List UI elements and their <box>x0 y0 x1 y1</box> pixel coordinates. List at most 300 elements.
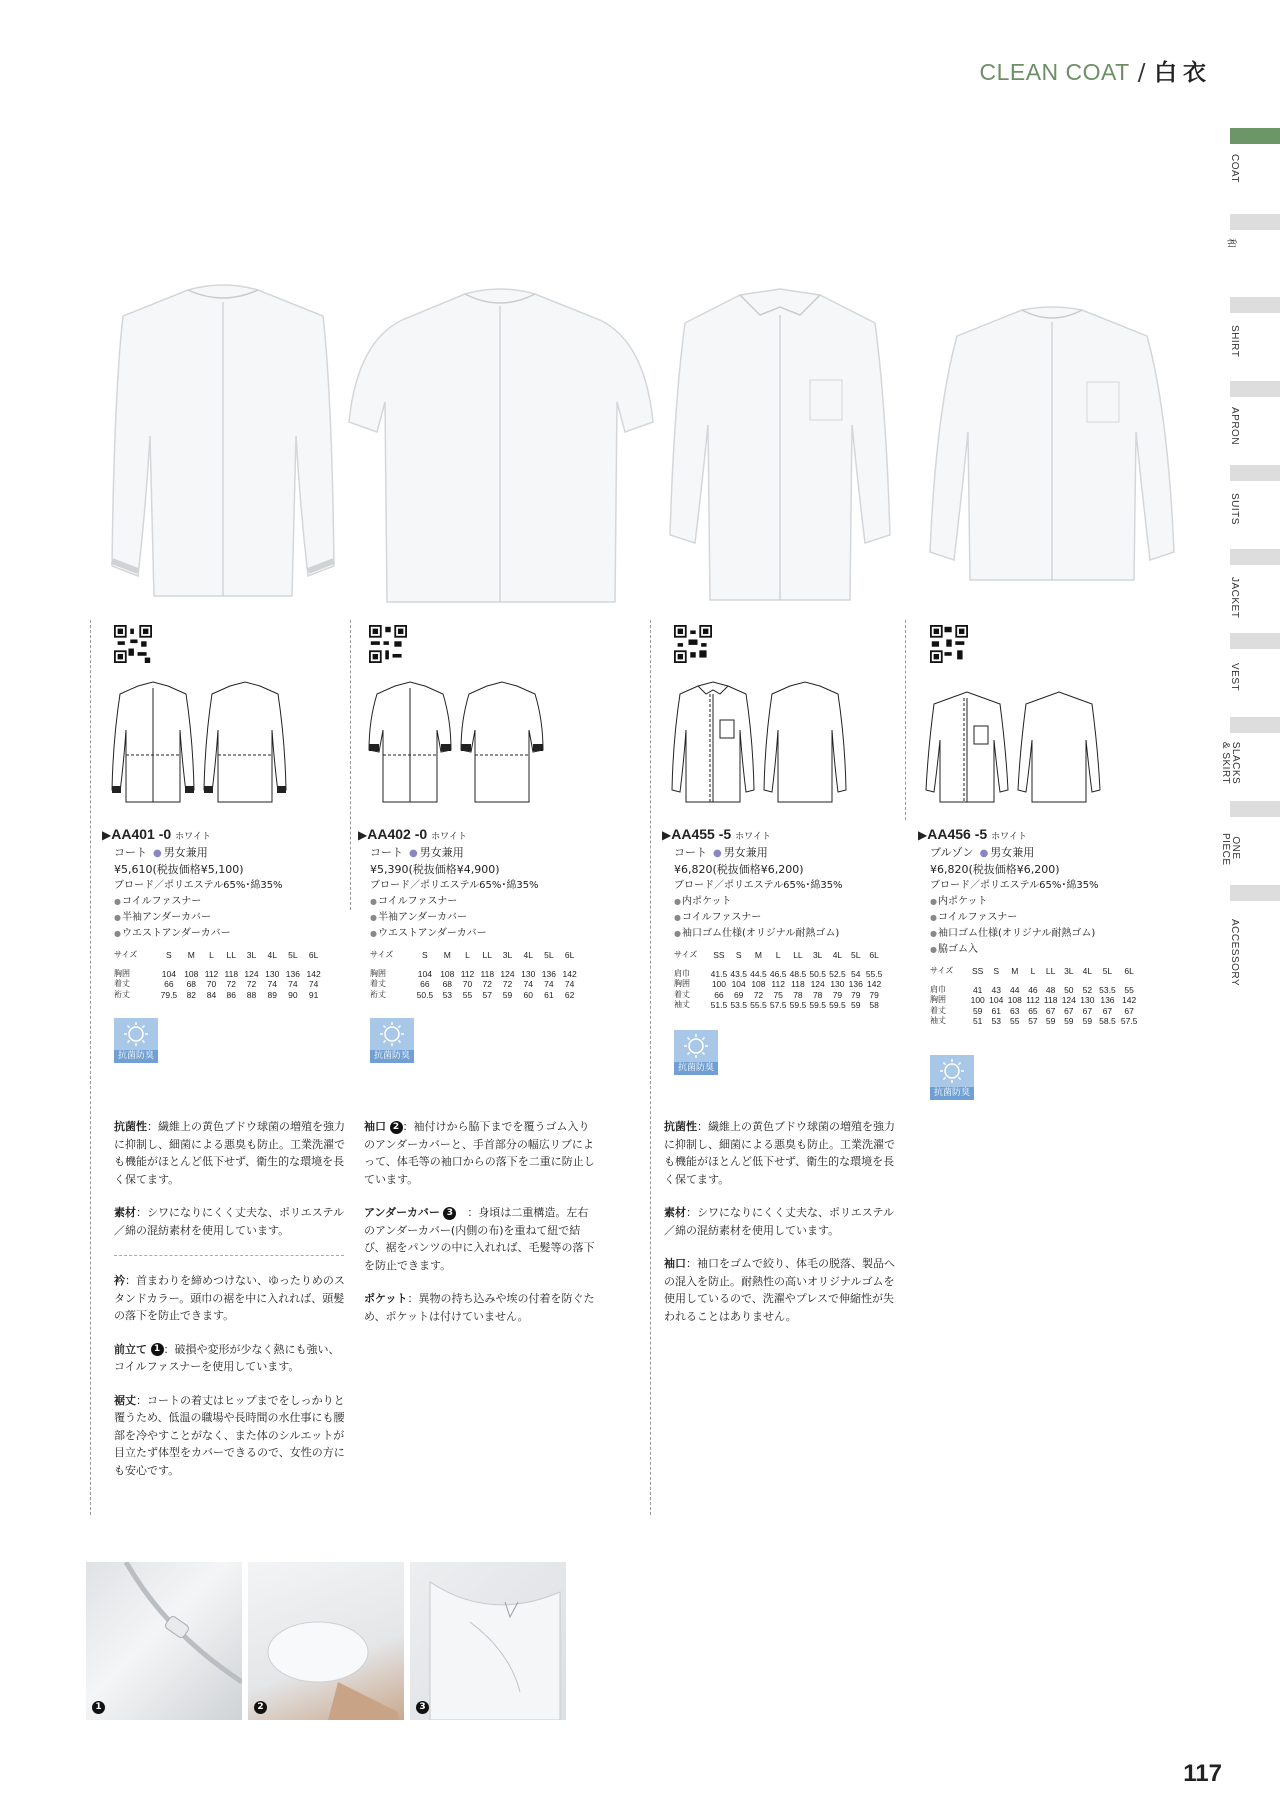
sun-icon <box>379 1021 405 1047</box>
size-cell: SS <box>713 950 725 960</box>
size-value: 104 <box>731 979 746 989</box>
description-term: 素材 <box>114 1206 136 1219</box>
description-term: 袖口 <box>664 1257 686 1270</box>
size-value: 84 <box>206 989 217 1000</box>
size-value: 142 <box>562 968 577 979</box>
technical-drawing-aa401 <box>108 680 298 805</box>
product-color: ホワイト <box>991 832 1027 842</box>
product-feature: ● 袖口ゴム仕様(オリジナル耐熱ゴム) <box>662 926 884 942</box>
product-photo-aa401 <box>108 276 338 606</box>
size-cell: SS <box>972 966 984 976</box>
detail-photo-undercover <box>410 1562 566 1720</box>
description-text: ：首まわりを締めつけない、ゆったりめのスタンドカラー。頭巾の裾を中に入れれば、頭髪の落下を防止できます。 <box>114 1274 345 1322</box>
size-value: 66 <box>164 979 174 989</box>
description-item <box>664 1204 896 1239</box>
product-type: コート <box>674 846 707 859</box>
size-value: 48.5 <box>789 968 807 979</box>
size-value: 67 <box>1082 1005 1093 1016</box>
size-table <box>370 950 580 1000</box>
size-cell: 3L <box>812 950 823 960</box>
column-divider <box>350 620 351 910</box>
size-value: 60 <box>523 989 533 1000</box>
page-title <box>979 54 1212 87</box>
product-gender: ● 男女兼用 <box>147 846 208 859</box>
size-value: 61 <box>544 989 554 1000</box>
size-cell: 5L <box>1102 966 1113 976</box>
description-item <box>114 1272 346 1325</box>
size-value: 130 <box>1080 995 1095 1005</box>
badge-label: 抗菌防臭 <box>114 1050 158 1063</box>
size-value: 59 <box>502 989 513 1000</box>
size-header-label: サイズ <box>114 950 138 959</box>
size-value: 72 <box>753 989 764 1000</box>
size-table <box>114 950 324 1000</box>
size-value: 67 <box>1124 1005 1134 1016</box>
product-feature: ● 袖口ゴム仕様(オリジナル耐熱ゴム) <box>918 926 1140 942</box>
size-value: 130 <box>265 968 280 979</box>
product-material: ブロード／ポリエステル65%･綿35% <box>930 880 1099 891</box>
description-term: ポケット <box>364 1292 408 1305</box>
antibacterial-badge <box>674 1030 718 1075</box>
size-value: 51.5 <box>710 1000 728 1010</box>
size-cell: L <box>775 950 781 960</box>
callout-number-2: 2 <box>254 1701 267 1714</box>
description-column-1 <box>114 1118 346 1495</box>
size-value: 78 <box>812 989 823 1000</box>
product-feature: ● コイルファスナー <box>918 910 1140 926</box>
size-value: 53.5 <box>730 1000 747 1010</box>
size-value: 72 <box>246 979 257 989</box>
size-value: 82 <box>186 989 197 1000</box>
product-gender: ● 男女兼用 <box>707 846 768 859</box>
side-tab-label: SLACKS & SKIRT <box>1220 741 1241 785</box>
description-term: 前立て <box>114 1342 147 1356</box>
size-table <box>930 966 1140 1027</box>
callout-number-3: 3 <box>416 1701 429 1714</box>
size-value: 57.5 <box>1120 1016 1138 1026</box>
product-feature: ● 半袖アンダーカバー <box>358 910 580 926</box>
size-cell: 4L <box>267 950 277 960</box>
detail-photo-zipper <box>86 1562 242 1720</box>
antibacterial-badge <box>114 1018 158 1063</box>
size-cell: LL <box>482 950 493 960</box>
size-row-label: 袖丈 <box>930 1016 946 1025</box>
zipper-illustration <box>86 1562 242 1720</box>
size-cell: 4L <box>832 950 843 960</box>
size-cell: M <box>1011 966 1019 976</box>
size-value: 51 <box>972 1016 983 1026</box>
size-value: 72 <box>502 979 513 989</box>
size-value: 86 <box>226 989 237 1000</box>
size-row-label: 袖丈 <box>674 1000 690 1009</box>
size-value: 104 <box>161 968 176 979</box>
description-text: ：異物の持ち込みや埃の付着を防ぐため、ポケットは付けていません。 <box>364 1292 595 1323</box>
size-value: 53 <box>991 1016 1001 1026</box>
description-text: ：繊維上の黄色ブドウ球菌の増殖を強力に抑制し、細菌による悪臭も防止。工業洗濯でも機能がほとんど低下せず、衛生的な環境を長く保てます。 <box>114 1120 345 1186</box>
side-tab-coat[interactable] <box>1229 128 1280 184</box>
size-cell: M <box>443 950 451 960</box>
size-cell: S <box>166 950 172 960</box>
size-row-label: 裄丈 <box>370 989 386 999</box>
page-number: 117 <box>1183 1760 1222 1787</box>
size-cell: 3L <box>1064 966 1074 976</box>
size-cell: 4L <box>1082 966 1093 976</box>
column-divider <box>905 620 906 820</box>
description-column-2 <box>364 1118 596 1341</box>
description-text: ：シワになりにくく丈夫な、ポリエステル／綿の混紡素材を使用しています。 <box>664 1206 895 1237</box>
title-en: CLEAN COAT <box>979 59 1130 85</box>
size-value: 55.5 <box>750 1000 767 1010</box>
qr-code-icon[interactable] <box>369 625 407 663</box>
product-color: ホワイト <box>431 832 467 842</box>
size-value: 112 <box>204 968 219 979</box>
size-value: 69 <box>733 989 744 1000</box>
side-tab-suits[interactable] <box>1229 465 1280 525</box>
size-value: 124 <box>244 968 259 979</box>
size-cell: 3L <box>502 950 513 960</box>
antibacterial-badge <box>370 1018 414 1063</box>
size-cell: L <box>1030 966 1036 976</box>
size-value: 70 <box>462 979 473 989</box>
size-value: 124 <box>1061 995 1076 1005</box>
size-value: 53 <box>442 989 453 1000</box>
description-term: アンダーカバー <box>364 1206 440 1219</box>
size-value: 50 <box>1064 984 1074 995</box>
product-color: ホワイト <box>175 832 211 842</box>
description-item <box>364 1204 596 1274</box>
size-value: 130 <box>830 979 845 989</box>
badge-label: 抗菌防臭 <box>930 1087 974 1100</box>
size-cell: L <box>465 950 470 960</box>
size-cell: 6L <box>1124 966 1134 976</box>
description-term: 裾丈 <box>114 1393 136 1407</box>
size-value: 54 <box>851 968 861 979</box>
description-text: ：コートの着丈はヒップまでをしっかりと覆うため、低温の職場や長時間の水仕事にも腰部を冷やすことがなく、また体のシルエットが目立たず体型をカバーできるので、女性の方にも安心です。 <box>114 1393 345 1477</box>
product-gender: ● 男女兼用 <box>403 846 464 859</box>
size-row-label: 着丈 <box>114 979 130 988</box>
antibacterial-badge <box>930 1055 974 1100</box>
size-cell: L <box>209 950 214 960</box>
description-term: 抗菌性 <box>664 1120 697 1133</box>
size-value: 88 <box>246 989 257 1000</box>
size-value: 52.5 <box>829 968 846 979</box>
size-value: 136 <box>1100 995 1115 1005</box>
description-term: 抗菌性 <box>114 1120 147 1133</box>
size-value: 67 <box>1102 1005 1113 1016</box>
size-value: 48 <box>1045 984 1056 995</box>
size-row-label: 着丈 <box>370 979 386 988</box>
size-cell: M <box>187 950 195 960</box>
side-tab-label: VEST <box>1229 663 1240 692</box>
size-row-label: 肩巾 <box>674 968 690 978</box>
product-color: ホワイト <box>735 832 771 842</box>
undercover-illustration <box>410 1562 566 1720</box>
size-row-label: 着丈 <box>674 989 690 999</box>
size-value: 108 <box>751 979 766 989</box>
technical-drawing-aa455 <box>668 680 858 805</box>
size-cell: M <box>754 950 762 960</box>
size-value: 72 <box>226 979 237 989</box>
product-feature: ● ウエストアンダーカバー <box>102 926 324 942</box>
size-header-label: サイズ <box>930 966 954 975</box>
size-value: 61 <box>991 1005 1001 1016</box>
size-value: 67 <box>1045 1005 1056 1016</box>
side-tab-slacks-skirt[interactable] <box>1220 717 1280 785</box>
size-row-label: 着丈 <box>930 1005 946 1015</box>
product-feature: ● コイルファスナー <box>102 894 324 910</box>
side-tab-label: SUITS <box>1229 493 1240 525</box>
size-value: 67 <box>1064 1005 1074 1016</box>
size-value: 59 <box>1045 1016 1056 1026</box>
size-value: 74 <box>267 979 277 989</box>
size-value: 74 <box>308 979 319 989</box>
product-card-aa456: ▶AA456 -5 ホワイト ブルゾン● 男女兼用 ¥6,820(税抜価格¥6,200) ブロード／ポリエステル65%･綿35% ● 内ポケット ● コイルファスナー ● 袖口ゴム仕様(オリジナル耐熱ゴム) ● 脇ゴム入 サイズ SS S M L LL 3L 4L 5L 6L 肩巾 41 43 44 46 48 50 52 53.5 55 胸囲 100 104 108 112 118 124 130 136 142 着丈 59 61 63 65 67 67 67 67 67 袖丈 51 53 55 57 59 59 59 58.5 57.5 <box>918 826 1140 1027</box>
size-value: 142 <box>1122 995 1137 1005</box>
callout-number-1: 1 <box>151 1343 164 1356</box>
side-tab-one-piece[interactable] <box>1220 801 1280 866</box>
product-type: ブルゾン <box>930 846 974 859</box>
size-value: 74 <box>523 979 533 989</box>
size-cell: 5L <box>288 950 298 960</box>
size-value: 43 <box>991 984 1001 995</box>
title-ja: 白衣 <box>1154 60 1212 86</box>
side-tab-label: ONE PIECE <box>1220 833 1241 866</box>
size-value: 90 <box>288 989 298 1000</box>
product-photo-aa402 <box>345 282 657 607</box>
side-tab-apron[interactable] <box>1229 381 1280 446</box>
size-value: 108 <box>1007 995 1022 1005</box>
divider <box>114 1255 344 1256</box>
qr-code-icon[interactable] <box>930 625 968 663</box>
size-header-label: サイズ <box>370 950 394 959</box>
product-feature: ● 脇ゴム入 <box>918 942 1140 958</box>
size-value: 59 <box>1064 1016 1074 1026</box>
size-header-label: サイズ <box>674 950 698 959</box>
size-value: 46 <box>1028 984 1038 995</box>
qr-code-icon[interactable] <box>674 625 712 663</box>
description-item <box>664 1255 896 1325</box>
size-value: 74 <box>544 979 554 989</box>
size-value: 79 <box>851 989 861 1000</box>
size-value: 68 <box>442 979 453 989</box>
size-value: 72 <box>482 979 493 989</box>
size-value: 53.5 <box>1099 984 1116 995</box>
product-feature: ● コイルファスナー <box>358 894 580 910</box>
callout-number-1: 1 <box>92 1701 105 1714</box>
description-text: ：破損や変形が少なく熱にも強い、コイルファスナーを使用しています。 <box>114 1342 340 1373</box>
size-value: 136 <box>285 968 300 979</box>
size-value: 108 <box>440 968 455 979</box>
side-tab-wa[interactable] <box>1225 214 1280 249</box>
size-value: 79.5 <box>160 989 178 1000</box>
product-card-aa402: ▶AA402 -0 ホワイト コート● 男女兼用 ¥5,390(税抜価格¥4,900) ブロード／ポリエステル65%･綿35% ● コイルファスナー ● 半袖アンダーカバー ● ウエストアンダーカバー サイズ S M L LL 3L 4L 5L 6L 胸囲 104 108 112 118 124 130 136 142 着丈 66 68 70 72 72 74 74 74 裄丈 50.5 53 55 57 59 60 61 62 <box>358 826 580 1000</box>
qr-code-icon[interactable] <box>114 625 152 663</box>
product-code: AA456 -5 <box>927 826 988 842</box>
size-value: 68 <box>186 979 197 989</box>
side-tab-label: JACKET <box>1229 577 1240 619</box>
product-card-aa455: ▶AA455 -5 ホワイト コート● 男女兼用 ¥6,820(税抜価格¥6,200) ブロード／ポリエステル65%･綿35% ● 内ポケット ● コイルファスナー ● 袖口ゴム仕様(オリジナル耐熱ゴム) サイズ SS S M L LL 3L 4L 5L 6L 肩巾 41.5 43.5 44.5 46.5 48.5 50.5 52.5 54 55.5 胸囲 100 104 108 112 118 124 130 136 142 着丈 66 69 72 75 78 78 79 79 79 袖丈 51.5 53.5 55.5 57.5 59.5 59.5 59.5 59 58 <box>662 826 884 1011</box>
size-row-label: 胸囲 <box>114 968 130 978</box>
product-gender: ● 男女兼用 <box>974 846 1035 859</box>
size-value: 66 <box>420 979 430 989</box>
size-cell: 4L <box>523 950 533 960</box>
callout-number-2: 2 <box>390 1121 403 1134</box>
size-row-label: 肩巾 <box>930 984 946 994</box>
product-material: ブロード／ポリエステル65%･綿35% <box>674 880 843 891</box>
size-value: 79 <box>832 989 843 1000</box>
size-row-label: 裄丈 <box>114 989 130 999</box>
size-cell: LL <box>226 950 237 960</box>
size-cell: 5L <box>851 950 861 960</box>
product-material: ブロード／ポリエステル65%･綿35% <box>370 880 539 891</box>
size-cell: S <box>993 966 1000 976</box>
size-value: 112 <box>1026 995 1040 1005</box>
size-value: 74 <box>564 979 575 989</box>
size-value: 118 <box>791 979 805 989</box>
size-value: 91 <box>308 989 319 1000</box>
size-cell: 5L <box>544 950 554 960</box>
side-tab-vest[interactable] <box>1229 633 1280 692</box>
size-value: 55 <box>1124 984 1134 995</box>
size-value: 118 <box>224 968 239 979</box>
size-cell: S <box>735 950 742 960</box>
side-tab-label: APRON <box>1229 407 1240 446</box>
size-value: 41.5 <box>710 968 728 979</box>
product-code: AA401 -0 <box>111 826 172 842</box>
size-value: 58 <box>869 1000 879 1010</box>
size-cell: LL <box>793 950 803 960</box>
size-value: 130 <box>521 968 536 979</box>
description-item <box>114 1118 346 1188</box>
product-price: ¥6,820(税抜価格¥6,200) <box>930 863 1060 876</box>
column-divider <box>90 620 91 1515</box>
description-text: ：繊維上の黄色ブドウ球菌の増殖を強力に抑制し、細菌による悪臭も防止。工業洗濯でも機能がほとんど低下せず、衛生的な環境を長く保てます。 <box>664 1120 895 1186</box>
size-value: 59.5 <box>809 1000 826 1010</box>
size-value: 43.5 <box>730 968 747 979</box>
description-text: ：袖付けから脇下までを覆うゴム入りのアンダーカバーと、手首部分の幅広リブによって、体毛等の袖口からの落下を二重に防止しています。 <box>364 1120 595 1186</box>
size-value: 142 <box>867 979 882 989</box>
size-cell: LL <box>1045 966 1056 976</box>
product-material: ブロード／ポリエステル65%･綿35% <box>114 880 283 891</box>
size-value: 118 <box>480 968 495 979</box>
title-separator: / <box>1137 60 1146 86</box>
product-price: ¥6,820(税抜価格¥6,200) <box>674 863 804 876</box>
size-value: 58.5 <box>1099 1016 1116 1026</box>
description-text: ：袖口をゴムで絞り、体毛の脱落、製品への混入を防止。耐熱性の高いオリジナルゴムを使用しているので、洗濯やプレスで伸縮性が失われることはありません。 <box>664 1257 895 1323</box>
description-item <box>114 1341 346 1376</box>
size-cell: 6L <box>564 950 575 960</box>
callout-number-3: 3 <box>443 1207 456 1220</box>
size-value: 104 <box>417 968 432 979</box>
description-term: 衿 <box>114 1274 125 1287</box>
size-value: 50.5 <box>416 989 434 1000</box>
size-value: 57 <box>1028 1016 1038 1026</box>
technical-drawing-aa402 <box>365 680 555 805</box>
side-tab-label: SHIRT <box>1229 325 1240 358</box>
size-value: 75 <box>773 989 783 1000</box>
size-row-label: 胸囲 <box>674 979 690 988</box>
size-value: 66 <box>714 989 724 1000</box>
side-tab-label: ACCESSORY <box>1229 919 1240 987</box>
size-value: 124 <box>810 979 825 989</box>
product-feature: ● コイルファスナー <box>662 910 884 926</box>
size-value: 44 <box>1010 984 1020 995</box>
product-code: AA455 -5 <box>671 826 732 842</box>
side-tab-jacket[interactable] <box>1229 549 1280 619</box>
product-type: コート <box>114 846 147 859</box>
detail-photo-sleeve <box>248 1562 404 1720</box>
size-value: 44.5 <box>750 968 767 979</box>
badge-label: 抗菌防臭 <box>370 1050 414 1063</box>
size-value: 63 <box>1010 1005 1020 1016</box>
product-feature: ● 半袖アンダーカバー <box>102 910 324 926</box>
size-value: 100 <box>711 979 727 989</box>
size-table <box>674 950 884 1011</box>
product-feature: ● ウエストアンダーカバー <box>358 926 580 942</box>
description-item <box>664 1118 896 1188</box>
size-value: 59 <box>851 1000 861 1010</box>
technical-drawing-aa456 <box>922 690 1112 810</box>
size-value: 112 <box>771 979 785 989</box>
size-value: 78 <box>793 989 803 1000</box>
sleeve-illustration <box>248 1562 404 1720</box>
description-text: ：身頃は二重構造。左右のアンダーカバー(内側の布)を重ねて紐で結び、裾をパンツの中に入れれば、毛髪等の落下を防止できます。 <box>364 1206 595 1272</box>
size-cell: 6L <box>308 950 319 960</box>
size-value: 59.5 <box>829 1000 846 1010</box>
product-feature: ● 内ポケット <box>918 894 1140 910</box>
side-tab-accessory[interactable] <box>1229 885 1280 987</box>
description-term: 袖口 <box>364 1120 386 1133</box>
product-type: コート <box>370 846 403 859</box>
product-price: ¥5,390(税抜価格¥4,900) <box>370 863 500 876</box>
size-value: 74 <box>288 979 298 989</box>
size-value: 70 <box>206 979 217 989</box>
size-value: 108 <box>184 968 199 979</box>
size-row-label: 胸囲 <box>370 968 386 978</box>
description-item <box>364 1118 596 1188</box>
description-item <box>364 1290 596 1325</box>
size-cell: 6L <box>869 950 879 960</box>
size-value: 62 <box>564 989 575 1000</box>
size-value: 57.5 <box>769 1000 787 1010</box>
size-value: 79 <box>869 989 879 1000</box>
badge-label: 抗菌防臭 <box>674 1062 718 1075</box>
sun-icon <box>123 1021 149 1047</box>
sun-icon <box>939 1058 965 1084</box>
size-value: 46.5 <box>769 968 787 979</box>
column-divider <box>650 620 651 1515</box>
size-value: 104 <box>989 995 1004 1005</box>
size-value: 65 <box>1028 1005 1038 1016</box>
size-value: 55 <box>462 989 473 1000</box>
size-value: 89 <box>267 989 277 1000</box>
side-tab-label: 和 <box>1225 238 1236 249</box>
description-term: 素材 <box>664 1206 686 1219</box>
size-cell: 3L <box>246 950 257 960</box>
description-column-3 <box>664 1118 896 1341</box>
size-value: 55.5 <box>865 968 883 979</box>
size-value: 55 <box>1010 1016 1020 1026</box>
side-tab-label: COAT <box>1229 154 1240 184</box>
description-item <box>114 1392 346 1480</box>
product-photo-aa455 <box>660 285 900 605</box>
size-value: 124 <box>500 968 515 979</box>
size-value: 59 <box>1082 1016 1093 1026</box>
size-cell: S <box>422 950 428 960</box>
size-value: 142 <box>306 968 321 979</box>
side-tab-shirt[interactable] <box>1229 297 1280 358</box>
size-value: 59 <box>972 1005 983 1016</box>
